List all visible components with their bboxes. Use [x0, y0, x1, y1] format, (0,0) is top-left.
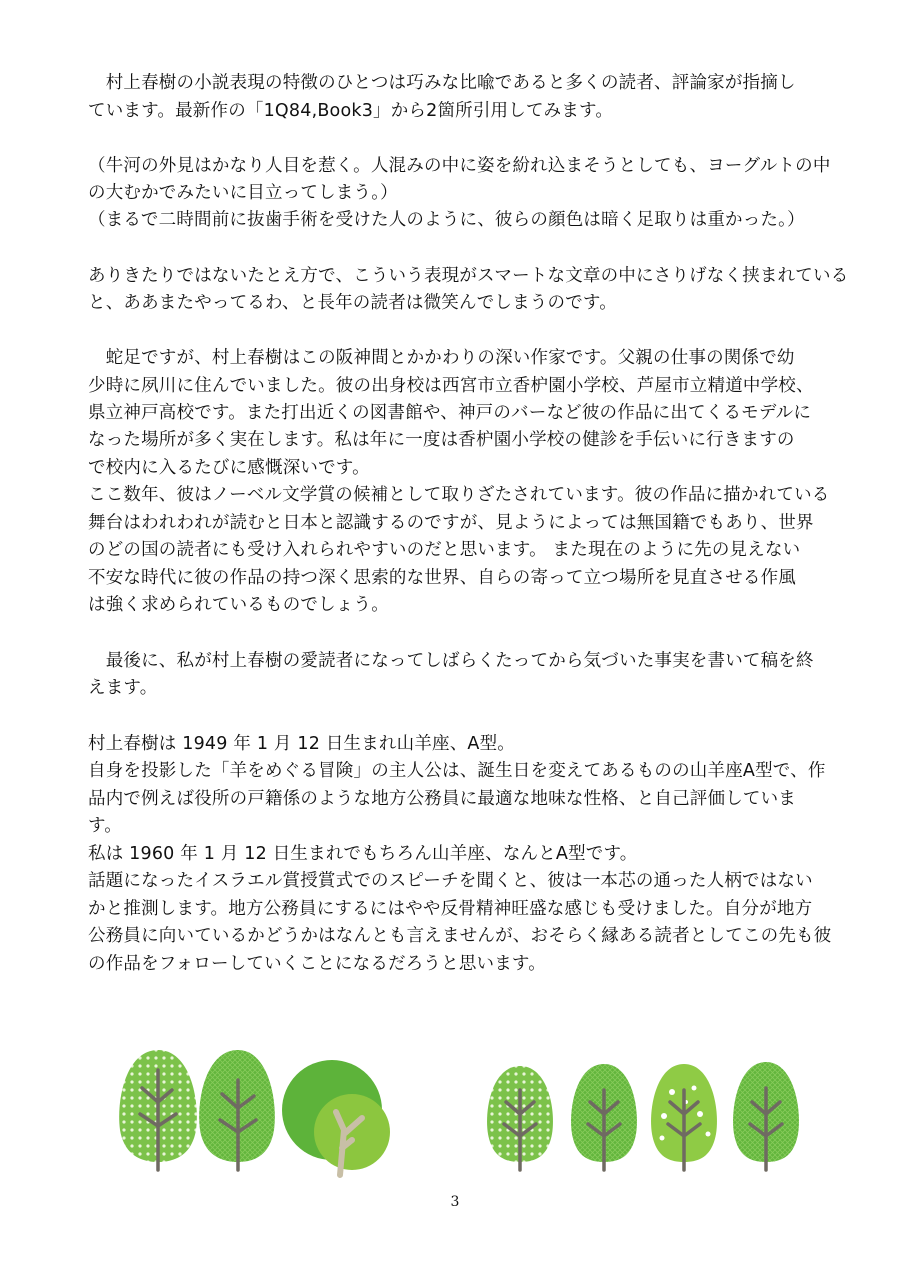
paragraph-line: えます。 [88, 678, 158, 698]
paragraph-line: 私は 1960 年 1 月 12 日生まれでもちろん山羊座、なんとA型です。 [88, 844, 638, 864]
tree-icon [119, 1050, 197, 1170]
paragraph-line: 自身を投影した「羊をめぐる冒険」の主人公は、誕生日を変えてあるものの山羊座A型で、作 [88, 761, 826, 781]
tree-icon [199, 1050, 275, 1170]
tree-icon [282, 1060, 390, 1175]
paragraph-line: 舞台はわれわれが読むと日本と認識するのですが、見ようによっては無国籍でもあり、世界 [88, 513, 814, 533]
paragraph-line: ています。最新作の「1Q84,Book3」から2箇所引用してみます。 [88, 101, 614, 121]
paragraph-line: 県立神戸高校です。また打出近くの図書館や、神戸のバーなど彼の作品に出てくるモデルに [88, 403, 812, 423]
paragraph-line: 公務員に向いているかどうかはなんとも言えませんが、おそらく縁ある読者としてこの先も彼 [88, 926, 832, 946]
paragraph-line: と、ああまたやってるわ、と長年の読者は微笑んでしまうのです。 [88, 293, 617, 313]
tree-icon [651, 1064, 717, 1170]
quote-line: （牛河の外見はかなり人目を惹く。人混みの中に姿を紛れ込まそうとしても、ヨーグルトの中 [88, 156, 831, 176]
paragraph-line: は強く求められているものでしょう。 [88, 595, 389, 615]
paragraph-line: 少時に夙川に住んでいました。彼の出身校は西宮市立香枦園小学校、芦屋市立精道中学校、 [88, 376, 814, 396]
tree-icon [571, 1064, 637, 1170]
paragraph-line: 話題になったイスラエル賞授賞式でのスピーチを聞くと、彼は一本芯の通った人柄ではない [88, 871, 813, 891]
quote-line: の大むかでみたいに目立ってしまう。） [88, 183, 398, 203]
tree-icon [733, 1062, 799, 1170]
paragraph-line: 村上春樹は 1949 年 1 月 12 日生まれ山羊座、A型。 [88, 734, 515, 754]
page-number: 3 [450, 1194, 460, 1210]
paragraph-line: かと推測します。地方公務員にするにはやや反骨精神旺盛な感じも受けました。自分が地方 [88, 899, 813, 919]
paragraph-line: ありきたりではないたとえ方で、こういう表現がスマートな文章の中にさりげなく挟まれている [88, 266, 849, 286]
paragraph-line: なった場所が多く実在します。私は年に一度は香枦園小学校の健診を手伝いに行きますの [88, 430, 795, 450]
paragraph-line: で校内に入るたびに感慨深いです。 [88, 458, 370, 478]
quote-line: （まるで二時間前に抜歯手術を受けた人のように、彼らの顔色は暗く足取りは重かった。） [88, 210, 805, 230]
tree-icon [487, 1066, 553, 1170]
paragraph-line: 蛇足ですが、村上春樹はこの阪神間とかかわりの深い作家です。父親の仕事の関係で幼 [88, 348, 795, 368]
paragraph-line: の作品をフォローしていくことになるだろうと思います。 [88, 954, 546, 974]
paragraph-line: のどの国の読者にも受け入れられやすいのだと思います。 また現在のように先の見えない [88, 540, 801, 560]
tree-illustration [0, 1030, 910, 1180]
paragraph-line: す。 [88, 816, 122, 836]
paragraph-line: 品内で例えば役所の戸籍係のような地方公務員に最適な地味な性格、と自己評価していま [88, 789, 796, 809]
paragraph-line: ここ数年、彼はノーベル文学賞の候補として取りざたされています。彼の作品に描かれている [88, 485, 830, 505]
paragraph-line: 村上春樹の小説表現の特徴のひとつは巧みな比喩であると多くの読者、評論家が指摘し [88, 73, 796, 93]
paragraph-line: 不安な時代に彼の作品の持つ深く思索的な世界、自らの寄って立つ場所を見直させる作風 [88, 568, 796, 588]
paragraph-line: 最後に、私が村上春樹の愛読者になってしばらくたってから気づいた事実を書いて稿を終 [88, 651, 814, 671]
